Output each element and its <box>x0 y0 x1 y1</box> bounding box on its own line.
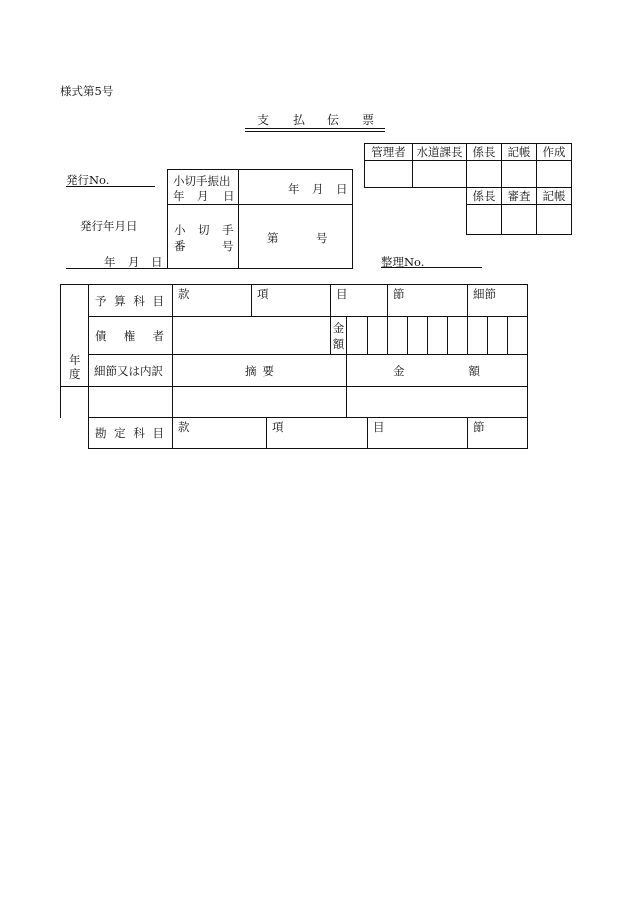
amount-digit[interactable] <box>488 317 508 355</box>
approval-header: 作成 <box>537 144 572 161</box>
budget-moku[interactable]: 目 <box>331 285 388 317</box>
form-title <box>245 111 385 129</box>
summary-field[interactable] <box>173 387 347 418</box>
approval-header: 係長 <box>467 144 502 161</box>
approval-stamp[interactable] <box>537 205 572 235</box>
approval-stamp[interactable] <box>467 205 502 235</box>
amount-digit[interactable] <box>428 317 448 355</box>
issue-date-label: 発行年月日 <box>80 219 138 233</box>
account-kou[interactable]: 項 <box>267 418 368 449</box>
issue-no-label: 発行No. <box>66 173 110 187</box>
creditor-field[interactable] <box>173 317 331 355</box>
title-char: 払 <box>293 113 306 127</box>
seiri-no-underline <box>381 267 482 268</box>
budget-kan[interactable]: 款 <box>173 285 252 317</box>
account-setsu[interactable]: 節 <box>468 418 528 449</box>
check-issue-date-field[interactable]: 年 月 日 <box>239 170 353 205</box>
budget-kou[interactable]: 項 <box>252 285 331 317</box>
check-number-field[interactable]: 第 号 <box>239 205 353 269</box>
title-char: 票 <box>362 113 375 127</box>
detail-field[interactable] <box>89 387 173 418</box>
approval-stamp[interactable] <box>413 161 467 188</box>
issue-no-underline <box>66 186 155 187</box>
detail-label: 細節又は内訳 <box>89 355 173 387</box>
amount-digit[interactable] <box>388 317 408 355</box>
approval-stamp[interactable] <box>502 205 537 235</box>
check-table <box>167 169 353 269</box>
money-field[interactable] <box>347 387 528 418</box>
seiri-no-label: 整理No. <box>381 255 425 269</box>
budget-setsu[interactable]: 節 <box>388 285 468 317</box>
approval-blank <box>413 205 467 235</box>
form-number: 様式第5号 <box>60 84 114 98</box>
nendo-cell: 年 度 <box>61 285 89 387</box>
approval-header: 管理者 <box>365 144 413 161</box>
approval-blank <box>365 188 413 205</box>
main-table <box>60 284 528 449</box>
amount-label: 金額 <box>331 317 347 355</box>
check-issue-label: 小切手振出 年 月 日 <box>168 170 239 205</box>
approval-stamp[interactable] <box>537 161 572 188</box>
title-underline <box>245 128 385 129</box>
budget-saisetsu[interactable]: 細節 <box>468 285 528 317</box>
amount-digit[interactable] <box>368 317 388 355</box>
approval-header: 記帳 <box>502 144 537 161</box>
amount-digit[interactable] <box>468 317 488 355</box>
money-label: 金 額 <box>347 355 528 387</box>
summary-label: 摘 要 <box>173 355 347 387</box>
approval-stamp[interactable] <box>502 161 537 188</box>
issue-date-underline <box>66 268 167 269</box>
approval-blank <box>413 188 467 205</box>
approval-stamp[interactable] <box>365 161 413 188</box>
amount-digit[interactable] <box>508 317 528 355</box>
check-number-label: 小 切 手 番 号 <box>168 205 239 269</box>
approval-table <box>364 143 572 235</box>
account-label: 勘 定 科 目 <box>89 418 173 449</box>
approval-blank <box>365 205 413 235</box>
creditor-label: 債 権 者 <box>89 317 173 355</box>
amount-digit[interactable] <box>408 317 428 355</box>
approval-header: 係長 <box>467 188 502 205</box>
budget-label: 予 算 科 目 <box>89 285 173 317</box>
approval-header: 水道課長 <box>413 144 467 161</box>
approval-stamp[interactable] <box>467 161 502 188</box>
amount-digit[interactable] <box>347 317 368 355</box>
account-kan[interactable]: 款 <box>173 418 267 449</box>
approval-header: 記帳 <box>537 188 572 205</box>
amount-digit[interactable] <box>448 317 468 355</box>
nendo-blank <box>61 387 89 418</box>
title-char: 支 <box>257 113 270 127</box>
approval-header: 審査 <box>502 188 537 205</box>
account-moku[interactable]: 目 <box>368 418 468 449</box>
title-underline <box>245 131 385 132</box>
title-char: 伝 <box>327 113 340 127</box>
nendo-blank <box>61 418 89 449</box>
